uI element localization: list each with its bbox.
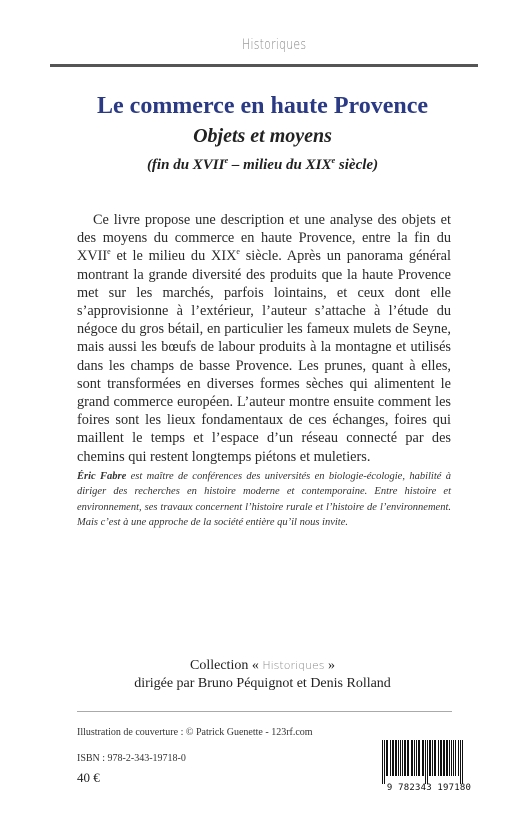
barcode-bar-4: [392, 740, 394, 776]
collection-line: [0, 657, 525, 675]
isbn: ISBN : 978-2-343-19718-0: [77, 753, 186, 764]
barcode-bar-5: [395, 740, 397, 776]
barcode-bar-24: [446, 740, 448, 776]
collection-suffix: »: [324, 658, 335, 673]
barcode-bar-7: [400, 740, 401, 776]
collection-name: Historiques: [262, 659, 325, 672]
summary-text-3: siècle. Après un panorama général montrant la grande diversité des produits que la haute Provence met sur les marchés, parfois lointains, et ceux dont elle s’approvisionne à l’extérieur, l’auteur s’attache à l’étude du négoce du gros bétail, en particulier les fameux mulets de Seyne, mais aussi les bœufs de labour produits à la montagne et utilisés dans les champs de basse Provence. Les prunes, quant à elles, sont transformées en diverses formes sèches qui alimentent le grand commerce européen. L’auteur montre ensuite comment les foires sont les lieux fondamentaux de ces échanges, foires qui maillent le temps et l’espace d’un réseau connecté par des chemins qui restent longtemps piétons et muletiers.: [77, 248, 451, 465]
barcode-bar-19: [432, 740, 433, 776]
barcode-bar-18: [429, 740, 431, 776]
collection-info: [0, 657, 525, 693]
barcode-bar-3: [390, 740, 391, 776]
period-text-3: siècle): [335, 157, 379, 173]
book-subtitle: Objets et moyens: [193, 125, 332, 147]
barcode-bar-14: [418, 740, 420, 776]
book-title: Le commerce en haute Provence: [97, 93, 428, 119]
barcode-bar-30: [460, 740, 461, 784]
barcode-bar-2: [386, 740, 388, 776]
top-rule: [50, 64, 478, 67]
barcode-bar-12: [414, 740, 415, 776]
bottom-rule: [77, 711, 452, 712]
barcode-bar-28: [455, 740, 456, 776]
summary-sup-2: e: [236, 247, 240, 257]
barcode-bar-6: [398, 740, 399, 776]
barcode-bar-26: [451, 740, 452, 776]
cover-credit: Illustration de couverture : © Patrick Guenette - 123rf.com: [77, 727, 313, 738]
series-label: Historiques: [242, 37, 307, 53]
collection-prefix: Collection «: [190, 658, 263, 673]
price: 40 €: [77, 770, 100, 785]
barcode-bar-1: [384, 740, 385, 784]
barcode-bar-15: [422, 740, 424, 776]
author-bio-text: est maître de conférences des universités en biologie-écologie, habilité à diriger des recherches en histoire moderne et contemporaine. Entre histoire et environnement, ses travaux concernent l’histoire rurale et l’histoire de l’environnement. Mais c’est à une approche de la société entière qu’il nous invite.: [77, 471, 451, 529]
barcode-bar-8: [402, 740, 403, 776]
barcode-bar-27: [453, 740, 454, 776]
author-name: Éric Fabre: [77, 471, 127, 482]
barcode-bar-13: [416, 740, 417, 776]
summary-paragraph: [77, 211, 451, 466]
barcode-bars: [380, 740, 478, 784]
barcode-bar-9: [404, 740, 406, 776]
barcode-bar-17: [427, 740, 428, 784]
barcode-bar-0: [382, 740, 383, 784]
summary-sup-1: e: [107, 247, 111, 257]
period-sup-2: e: [331, 156, 336, 165]
barcode-bar-25: [449, 740, 450, 776]
book-period: [0, 157, 525, 174]
barcode-bar-10: [407, 740, 409, 776]
barcode-bar-16: [425, 740, 426, 784]
author-bio: [77, 469, 451, 531]
barcode-bar-20: [434, 740, 436, 776]
barcode-bar-23: [443, 740, 445, 776]
barcode-bar-22: [440, 740, 442, 776]
period-text-2: – milieu du XIX: [228, 157, 332, 173]
summary-text-1: Ce livre propose une description et une analyse des objets et des moyens du commerce en haute Provence, entre la fin du XVII: [77, 212, 451, 265]
barcode-bar-21: [438, 740, 439, 776]
period-text-1: (fin du XVII: [146, 157, 225, 173]
barcode-bar-29: [458, 740, 459, 776]
barcode-bar-31: [462, 740, 463, 784]
period-sup-1: e: [224, 156, 229, 165]
collection-directors: dirigée par Bruno Péquignot et Denis Rolland: [134, 676, 391, 691]
barcode-digits: 9 782343 197180: [386, 783, 472, 793]
barcode-bar-11: [411, 740, 413, 776]
summary-text-2: et le milieu du XIX: [110, 248, 237, 265]
